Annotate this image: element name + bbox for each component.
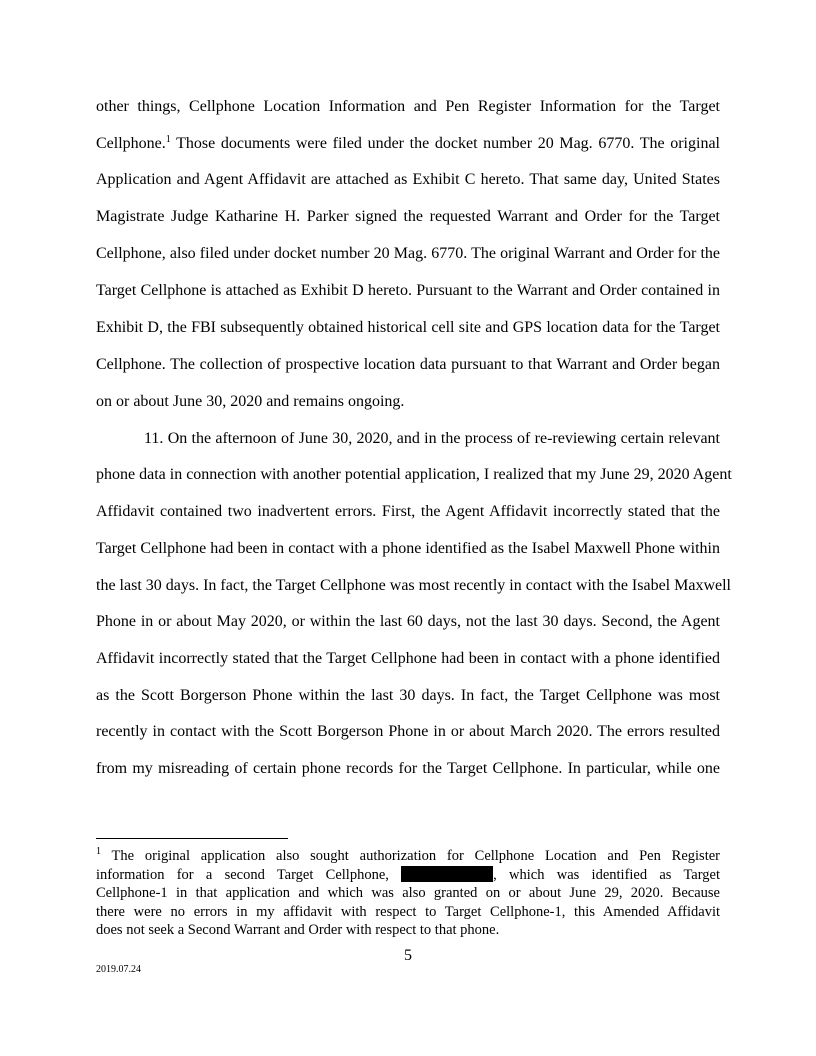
footnote-line-1 xyxy=(96,847,720,866)
body-line-4: Magistrate Judge Katharine H. Parker signed the requested Warrant and Order for the Target xyxy=(96,208,720,225)
footnote-marker: 1 xyxy=(96,846,101,857)
paragraph-11-line-5: the last 30 days. In fact, the Target Cellphone was most recently in contact with the Isabel Maxwell xyxy=(96,577,731,594)
footnote-line-2-after: , which was identified as Target xyxy=(493,867,721,883)
footnote-line-2 xyxy=(96,866,720,885)
footnote-line-3: Cellphone-1 in that application and which was also granted on or about June 29, 2020. Because xyxy=(96,885,720,901)
footnote-line-5: does not seek a Second Warrant and Order with respect to that phone. xyxy=(96,922,500,938)
paragraph-11-line-10: from my misreading of certain phone records for the Target Cellphone. In particular, while one xyxy=(96,760,720,777)
page-number: 5 xyxy=(404,947,412,964)
date-stamp: 2019.07.24 xyxy=(96,964,141,975)
body-line-8: Cellphone. The collection of prospective location data pursuant to that Warrant and Order began xyxy=(96,356,720,373)
footnote-reference: 1 xyxy=(165,134,171,145)
footnote-line-1-text: The original application also sought authorization for Cellphone Location and Pen Register xyxy=(111,848,720,864)
body-line-7: Exhibit D, the FBI subsequently obtained historical cell site and GPS location data for the Target xyxy=(96,319,720,336)
paragraph-11-line-8: as the Scott Borgerson Phone within the last 30 days. In fact, the Target Cellphone was most xyxy=(96,687,720,704)
body-line-6: Target Cellphone is attached as Exhibit D hereto. Pursuant to the Warrant and Order contained in xyxy=(96,282,720,299)
paragraph-11-line-9: recently in contact with the Scott Borgerson Phone in or about March 2020. The errors resulted xyxy=(96,723,720,740)
footnote-line-2-before: information for a second Target Cellphone, xyxy=(96,867,389,883)
body-line-1: other things, Cellphone Location Information and Pen Register Information for the Target xyxy=(96,98,720,115)
paragraph-11-line-7: Affidavit incorrectly stated that the Target Cellphone had been in contact with a phone identified xyxy=(96,650,720,667)
paragraph-11-line-1: 11. On the afternoon of June 30, 2020, and in the process of re-reviewing certain relevant xyxy=(144,430,720,447)
body-line-2-prefix: Cellphone. xyxy=(96,135,166,152)
paragraph-11-line-4: Target Cellphone had been in contact with a phone identified as the Isabel Maxwell Phone within xyxy=(96,540,720,557)
footnote-separator xyxy=(96,838,288,839)
body-line-2 xyxy=(96,134,720,154)
body-line-3: Application and Agent Affidavit are attached as Exhibit C hereto. That same day, United States xyxy=(96,171,720,188)
body-line-5: Cellphone, also filed under docket number 20 Mag. 6770. The original Warrant and Order for the xyxy=(96,245,720,262)
body-line-2-rest: Those documents were filed under the docket number 20 Mag. 6770. The original xyxy=(176,135,720,152)
body-line-9: on or about June 30, 2020 and remains ongoing. xyxy=(96,393,405,410)
paragraph-11-line-2: phone data in connection with another potential application, I realized that my June 29, 2020 Agent xyxy=(96,466,732,483)
paragraph-11-line-6: Phone in or about May 2020, or within the last 60 days, not the last 30 days. Second, the Agent xyxy=(96,613,720,630)
redaction-block xyxy=(401,866,493,882)
paragraph-11-line-3: Affidavit contained two inadvertent errors. First, the Agent Affidavit incorrectly stated that the xyxy=(96,503,720,520)
footnote-line-4: there were no errors in my affidavit with respect to Target Cellphone-1, this Amended Affidavit xyxy=(96,904,720,920)
